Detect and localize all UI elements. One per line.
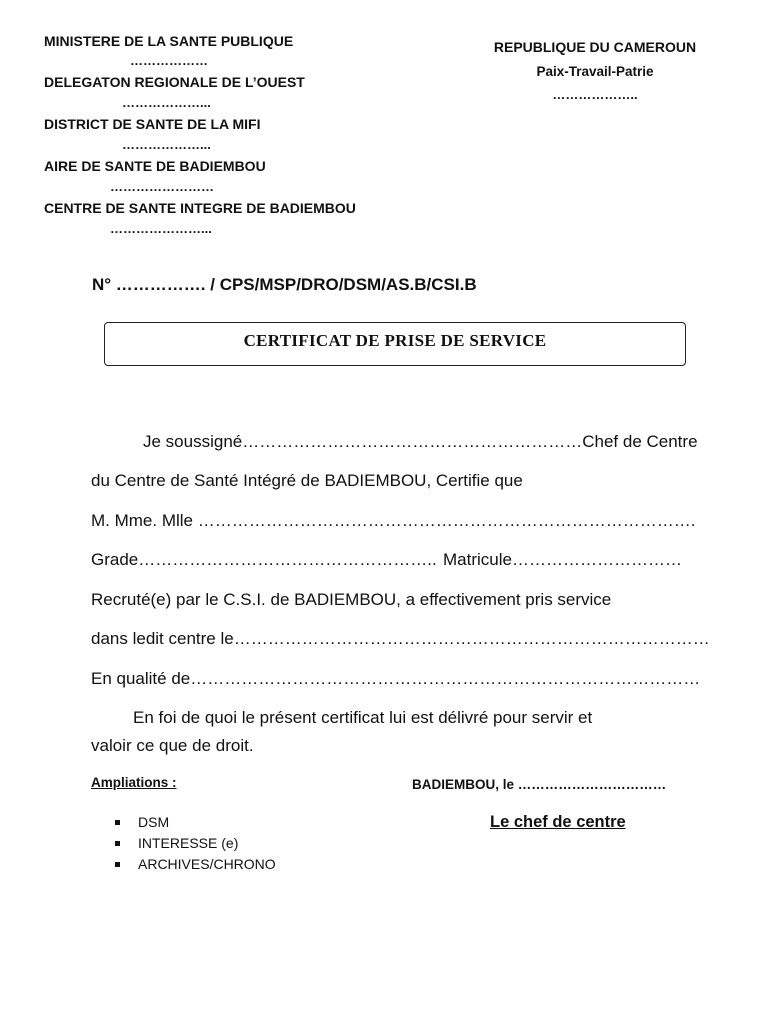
ampliations-label: Ampliations : — [91, 775, 177, 790]
body-line-closing-2: valoir ce que de droit. — [91, 736, 254, 755]
reference-number: N° ……………. / CPS/MSP/DRO/DSM/AS.B/CSI.B — [92, 275, 477, 294]
ministry-line: MINISTERE DE LA SANTE PUBLIQUE — [44, 33, 294, 49]
signature-title: Le chef de centre — [490, 813, 626, 831]
ampliation-item: ARCHIVES/CHRONO — [138, 856, 276, 872]
title-box — [104, 322, 686, 366]
document-title: CERTIFICAT DE PRISE DE SERVICE — [243, 331, 547, 350]
center-dots: …………………... — [110, 221, 212, 236]
country-dots: ……………….. — [552, 87, 638, 102]
country-name: REPUBLIQUE DU CAMEROUN — [493, 39, 697, 55]
ampliation-item: INTERESSE (e) — [138, 835, 239, 851]
body-line-center: du Centre de Santé Intégré de BADIEMBOU, Certifie que — [91, 471, 523, 490]
bullet-icon — [115, 820, 120, 825]
list-item — [112, 812, 276, 833]
ampliation-item: DSM — [138, 814, 170, 830]
bullet-icon — [115, 841, 120, 846]
body-line-capacity: En qualité de……………………………………………………………………………… — [91, 669, 701, 688]
body-line-signatory: Je soussigné……………………………………………………Chef de Centre — [143, 432, 698, 451]
district-line: DISTRICT DE SANTE DE LA MIFI — [44, 116, 261, 132]
delegation-line: DELEGATON REGIONALE DE L’OUEST — [44, 74, 305, 90]
body-line-recruited: Recruté(e) par le C.S.I. de BADIEMBOU, a effectivement pris service — [91, 590, 612, 609]
ampliations-list — [112, 812, 276, 875]
body-line-grade: Grade…………………………………………….. — [91, 550, 437, 569]
list-item — [112, 833, 276, 854]
body-line-closing-1: En foi de quoi le présent certificat lui est délivré pour servir et — [133, 708, 593, 727]
list-item — [112, 854, 276, 875]
ministry-dots: ……………… — [130, 53, 208, 68]
center-line: CENTRE DE SANTE INTEGRE DE BADIEMBOU — [44, 200, 356, 216]
health-area-dots: …………………… — [110, 179, 214, 194]
place-date: BADIEMBOU, le …………………………… — [412, 777, 667, 792]
delegation-dots: ………………... — [122, 95, 211, 110]
body-line-name: M. Mme. Mlle ……………………………………………………………………………. — [91, 511, 696, 530]
health-area-line: AIRE DE SANTE DE BADIEMBOU — [44, 158, 266, 174]
bullet-icon — [115, 862, 120, 867]
body-line-matricule: Matricule………………………… — [443, 550, 682, 569]
district-dots: ………………... — [122, 137, 211, 152]
country-motto: Paix-Travail-Patrie — [536, 64, 654, 79]
body-line-date-service: dans ledit centre le………………………………………………………………………… — [91, 629, 710, 648]
